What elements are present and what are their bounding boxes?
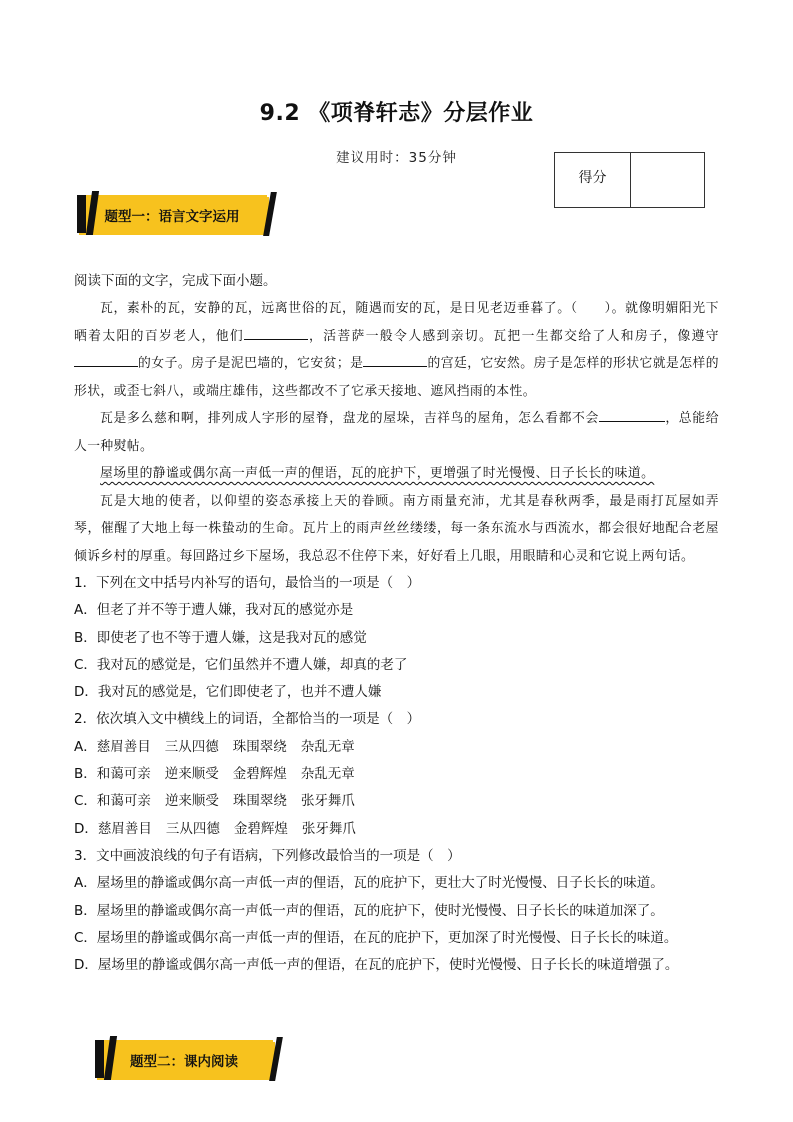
option-text: 金碧辉煌: [233, 820, 288, 837]
answer-option[interactable]: [74, 788, 719, 815]
score-value-field[interactable]: [631, 153, 704, 207]
option-text: 三从四德: [165, 820, 220, 837]
instruction: 阅读下面的文字，完成下面小题。: [74, 273, 277, 289]
answer-option[interactable]: [74, 816, 719, 843]
content: [74, 268, 719, 979]
option-text: 金碧辉煌: [232, 766, 287, 783]
question-stem: 3．文中画波浪线的句子有语病，下列修改最恰当的一项是（ ）: [74, 847, 461, 864]
blank-2: [74, 352, 138, 367]
option-text: D．慈眉善目: [74, 820, 152, 837]
option-text: D．我对瓦的感觉是，它们即使老了，也并不遭人嫌: [74, 684, 382, 701]
option-text: A．慈眉善目: [74, 738, 151, 755]
answer-option[interactable]: [74, 925, 719, 952]
answer-option[interactable]: [74, 597, 719, 624]
option-text: B．屋场里的静谧或偶尔高一声低一声的俚语，瓦的庇护下，使时光慢慢、日子长长的味道加深了。: [74, 902, 664, 919]
question-list: [74, 570, 719, 979]
section-banner-2: [95, 1040, 273, 1078]
option-text: D．屋场里的静谧或偶尔高一声低一声的俚语，在瓦的庇护下，使时光慢慢、日子长长的味道增强了。: [74, 957, 679, 974]
passage-paragraph-2: 瓦是多么慈和啊，排列成人字形的屋脊，盘龙的屋垛，吉祥鸟的屋角，怎么看都不会 ，总能给人一种熨帖。: [74, 405, 719, 460]
option-text: 三从四德: [164, 738, 219, 755]
answer-option[interactable]: [74, 952, 719, 979]
option-text: B．即使老了也不等于遭人嫌，这是我对瓦的感觉: [74, 629, 367, 646]
option-text: 逆来顺受: [164, 793, 219, 810]
suggested-time: 建议用时：35分钟: [336, 150, 457, 166]
answer-option[interactable]: [74, 652, 719, 679]
score-label: 得分: [555, 153, 631, 207]
answer-option[interactable]: [74, 898, 719, 925]
section-title-1: 题型一：语言文字运用: [104, 209, 240, 225]
option-text: 杂乱无章: [300, 738, 355, 755]
score-box: [554, 152, 705, 208]
option-text: C．我对瓦的感觉是，它们虽然并不遭人嫌，却真的老了: [74, 656, 408, 673]
page-title: 9.2 《项脊轩志》分层作业: [259, 101, 534, 126]
option-text: 张牙舞爪: [300, 793, 355, 810]
option-text: B．和蔼可亲: [74, 766, 151, 783]
answer-option[interactable]: [74, 734, 719, 761]
option-text: C．屋场里的静谧或偶尔高一声低一声的俚语，在瓦的庇护下，更加深了时光慢慢、日子长长的味道。: [74, 929, 678, 946]
option-text: 张牙舞爪: [301, 820, 356, 837]
wavy-underlined-sentence: 屋场里的静谧或偶尔高一声低一声的俚语，瓦的庇护下，更增强了时光慢慢、日子长长的味道。: [100, 466, 655, 481]
blank-4: [599, 407, 665, 422]
answer-option[interactable]: [74, 679, 719, 706]
question-stem: 2．依次填入文中横线上的词语，全都恰当的一项是（ ）: [74, 711, 421, 728]
section-title-2: 题型二：课内阅读: [130, 1054, 238, 1070]
blank-3: [363, 352, 427, 367]
answer-option[interactable]: [74, 761, 719, 788]
passage-paragraph-4: 瓦是大地的使者，以仰望的姿态承接上天的眷顾。南方雨量充沛，尤其是春秋两季，最是雨打瓦屋如弄琴，催醒了大地上每一株蛰动的生命。瓦片上的雨声丝丝缕缕，每一条东流水与西流水，都会很好地配合老屋倾诉乡村的厚重。每回路过乡下屋场，我总忍不住停下来，好好看上几眼，用眼睛和心灵和它说上两句话。: [74, 493, 719, 564]
passage-paragraph-1: 瓦，素朴的瓦，安静的瓦，远离世俗的瓦，随遇而安的瓦，是日见老迈垂暮了。（ ）。就像明媚阳光下晒着太阳的百岁老人，他们 ，活菩萨一般令人感到亲切。瓦把一生都交给了人和房子，像遵守的女子。房子是泥巴墙的，它安贫；是 的宫廷，它安然。房子是怎样的形状它就是怎样的形状，或歪七斜八，或端庄雄伟，这些都改不了它承天接地、遮风挡雨的本性。: [74, 301, 719, 399]
option-text: A．但老了并不等于遭人嫌，我对瓦的感觉亦是: [74, 602, 354, 619]
answer-option[interactable]: [74, 625, 719, 652]
option-text: 珠围翠绕: [232, 793, 287, 810]
passage-paragraph-3: [74, 460, 719, 488]
option-text: 逆来顺受: [164, 766, 219, 783]
answer-option[interactable]: [74, 870, 719, 897]
blank-1: [244, 325, 308, 340]
option-text: 杂乱无章: [300, 766, 355, 783]
option-text: 珠围翠绕: [232, 738, 287, 755]
option-text: C．和蔼可亲: [74, 793, 151, 810]
section-banner-1: [77, 195, 267, 233]
option-text: A．屋场里的静谧或偶尔高一声低一声的俚语，瓦的庇护下，更壮大了时光慢慢、日子长长的味道。: [74, 875, 664, 892]
question-stem: 1．下列在文中括号内补写的语句，最恰当的一项是（ ）: [74, 575, 421, 591]
